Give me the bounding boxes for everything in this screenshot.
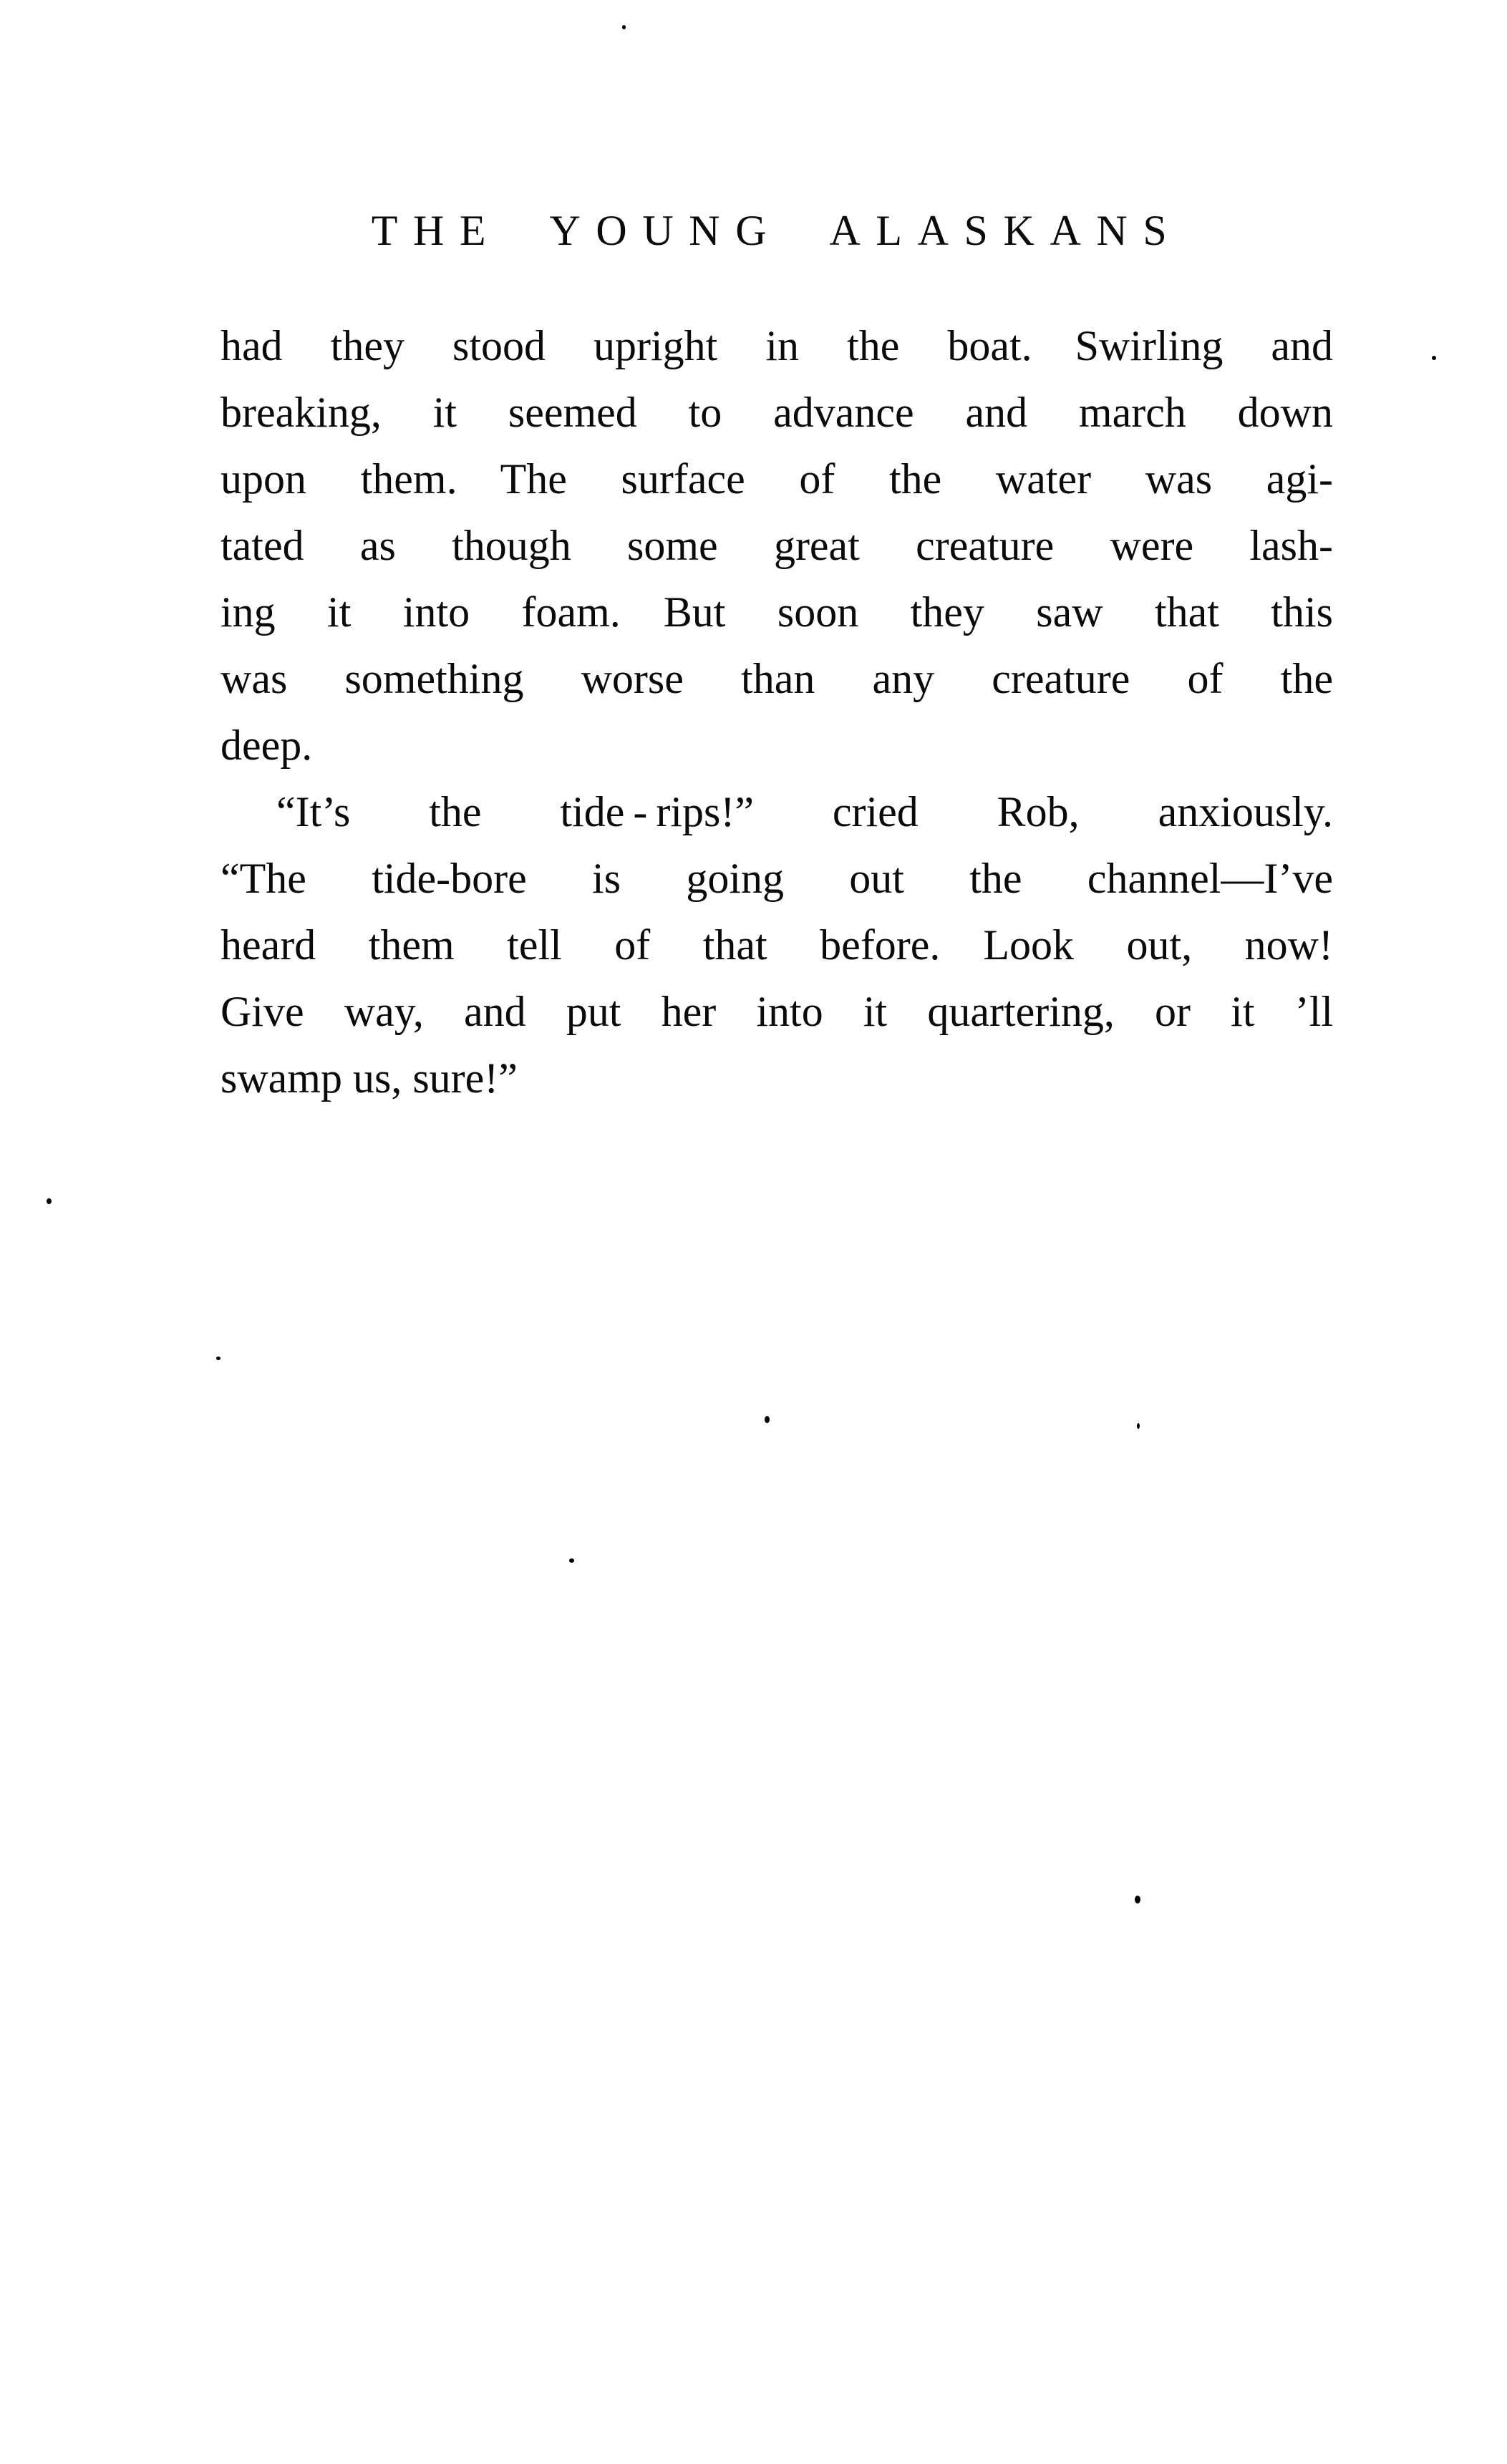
text-line: swamp us, sure!” — [221, 1054, 518, 1102]
text-line: ing it into foam. But soon they saw that this — [221, 588, 1333, 636]
scan-speck — [765, 1416, 770, 1423]
page-body — [221, 313, 1333, 1112]
scan-speck — [1135, 1896, 1140, 1903]
scan-speck — [1432, 356, 1436, 360]
scan-speck — [47, 1198, 52, 1204]
text-line: upon them. The surface of the water was agi- — [221, 455, 1333, 503]
text-line: “It’s the tide - rips!” cried Rob, anxiously. — [276, 788, 1333, 835]
page-header: THE YOUNG ALASKANS — [371, 207, 1183, 254]
text-line: was something worse than any creature of the — [221, 655, 1333, 702]
text-line: Give way, and put her into it quartering, or it ’ll — [221, 988, 1333, 1035]
scan-speck — [216, 1357, 221, 1360]
text-line: deep. — [221, 722, 313, 769]
text-line: heard them tell of that before. Look out, now! — [221, 921, 1333, 969]
text-line: “The tide-bore is going out the channel—I’ve — [221, 855, 1333, 902]
scan-speck — [622, 25, 626, 29]
scan-speck — [1137, 1423, 1140, 1429]
text-line: breaking, it seemed to advance and march down — [221, 389, 1333, 436]
scan-speck — [569, 1558, 574, 1563]
text-line: had they stood upright in the boat. Swirling and — [221, 322, 1333, 369]
text-line: tated as though some great creature were lash- — [221, 522, 1333, 569]
